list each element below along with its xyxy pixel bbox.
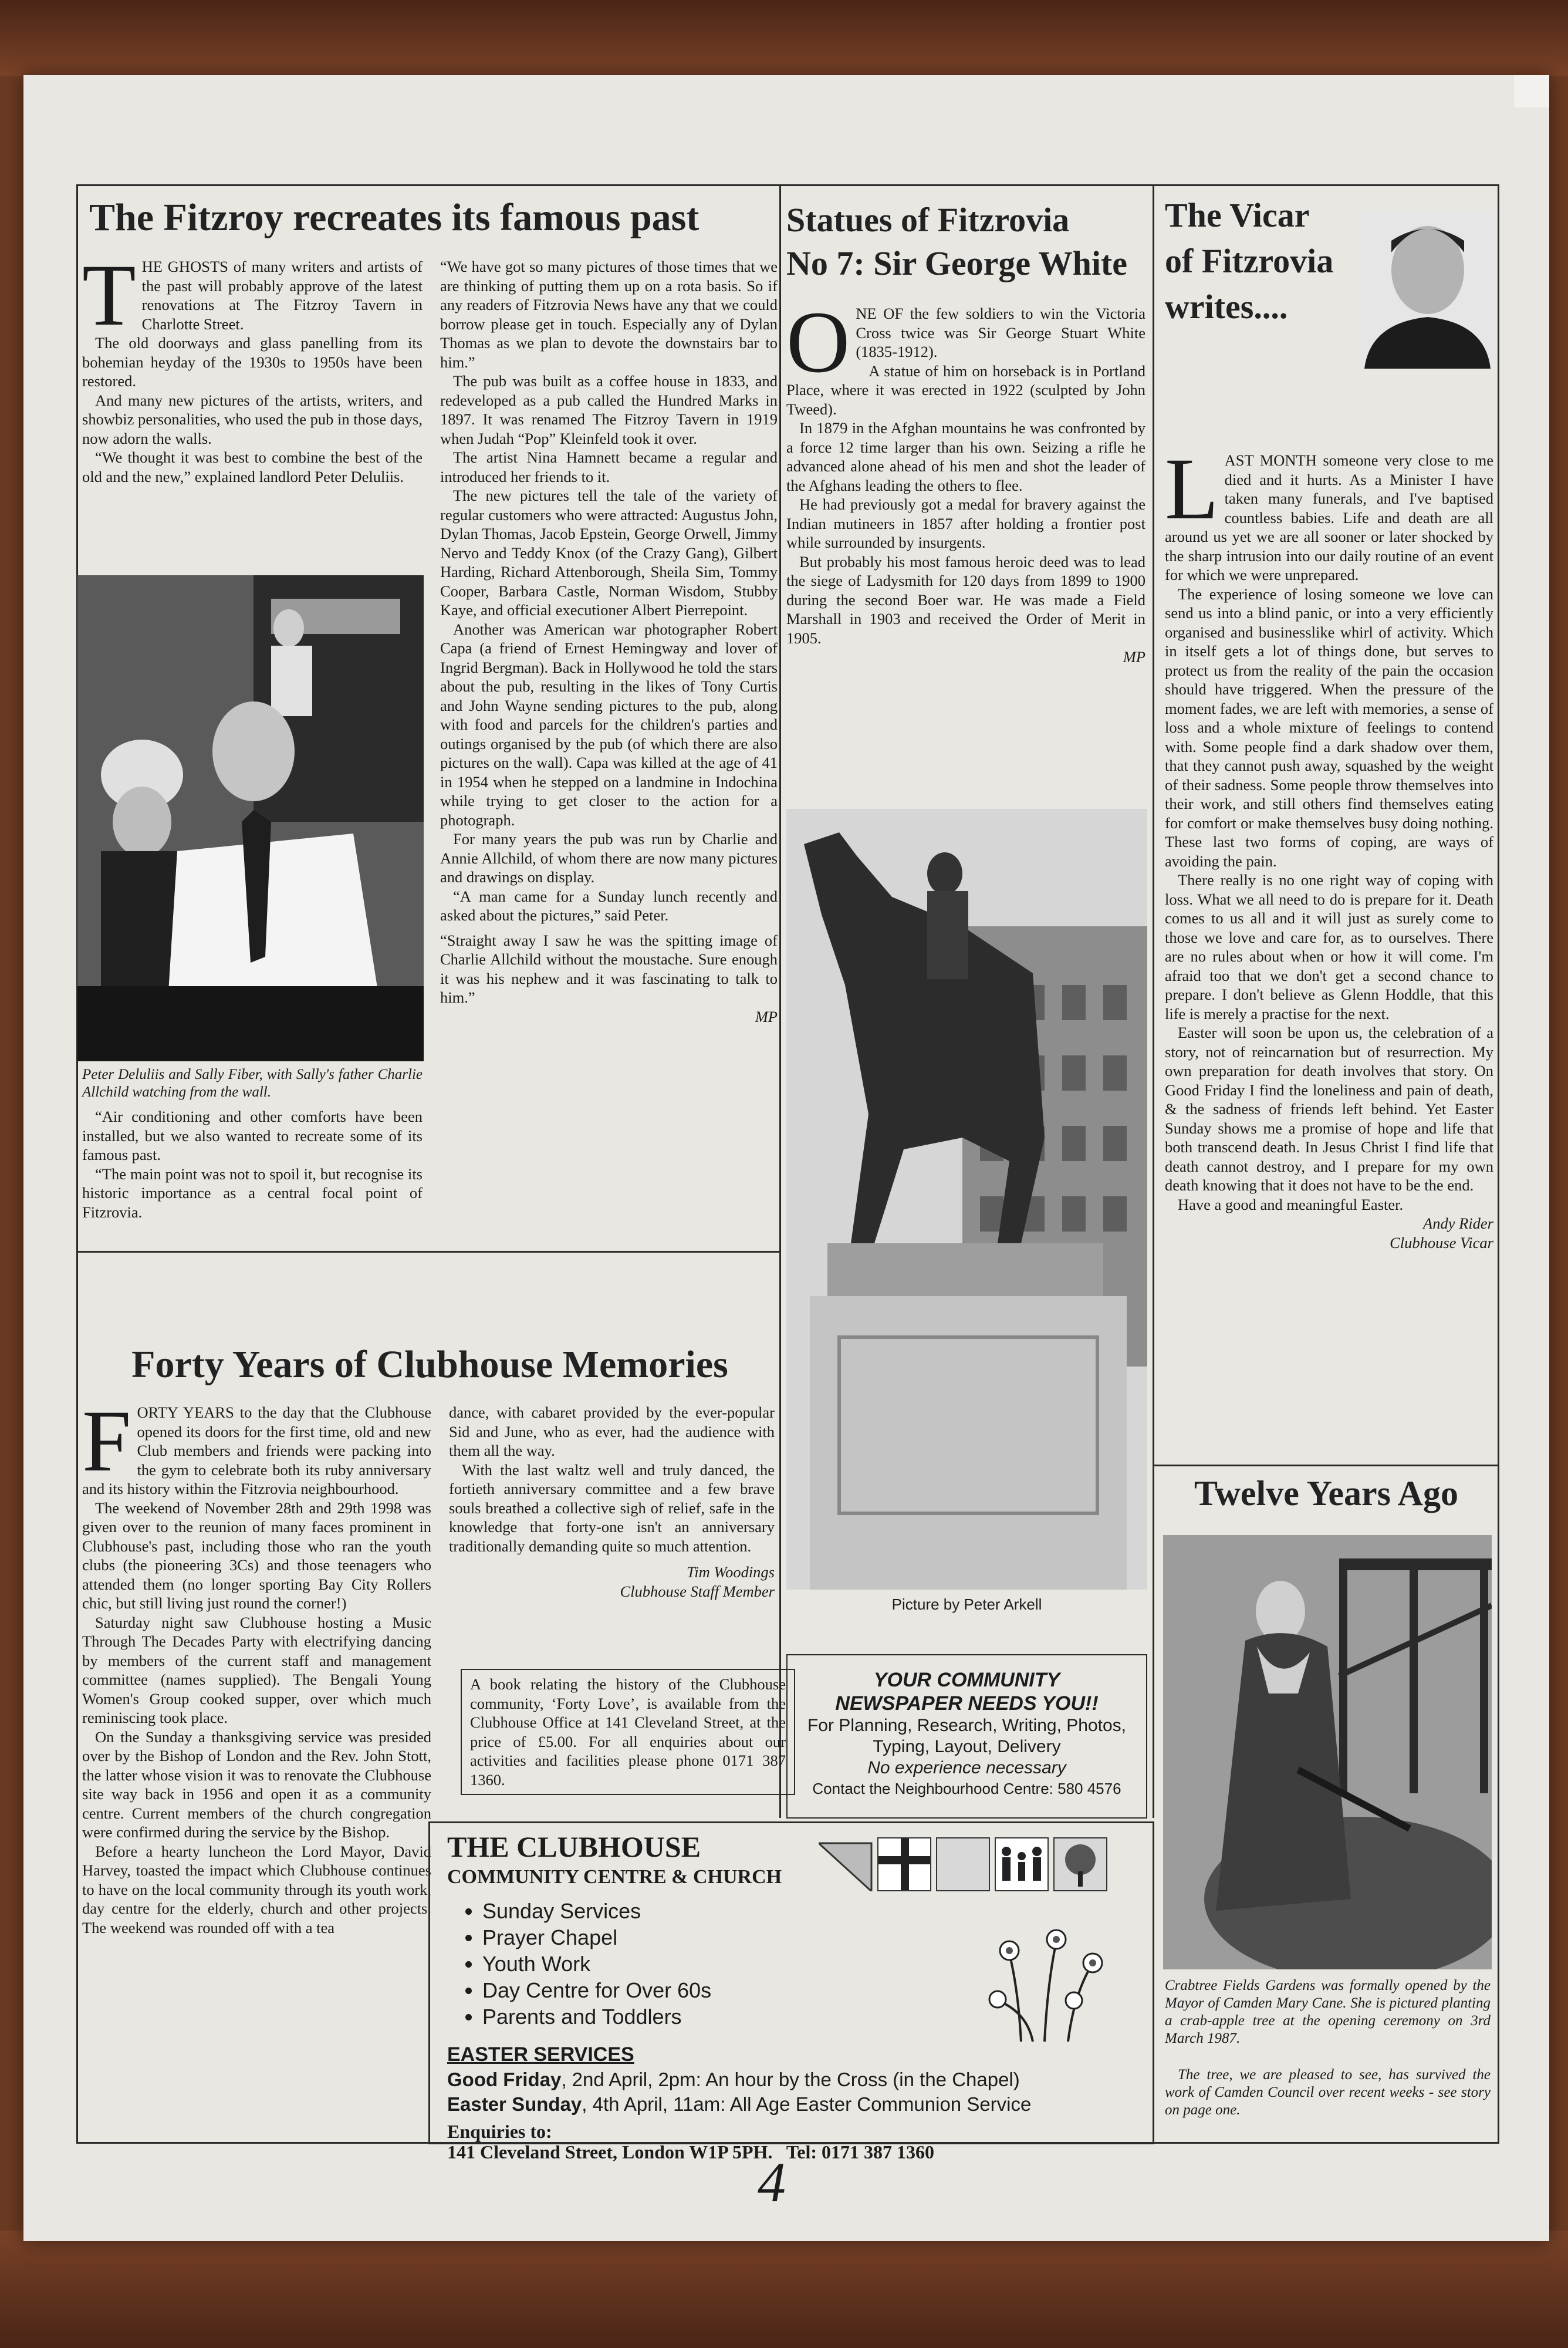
list-item: • Youth Work <box>482 1951 834 1977</box>
easter-services-heading: EASTER SERVICES <box>447 2043 634 2066</box>
community-ad-line-4: Contact the Neighbourhood Centre: 580 4576 <box>812 1780 1121 1797</box>
page-number: 4 <box>758 2151 786 2214</box>
forty-column-2 <box>449 1403 775 1601</box>
paragraph: “A man came for a Sunday lunch recently and asked about the pictures,” said Peter. <box>440 887 778 924</box>
paragraph: Have a good and meaningful Easter. <box>1178 1195 1404 1213</box>
fitzroy-photo <box>77 575 424 1061</box>
drop-cap: T <box>82 247 136 344</box>
paragraph: “Straight away I saw he was the spitting image of Charlie Allchild without the moustache. Sure enough it was his nephew and it was fascinating to talk to him.” <box>440 931 778 1006</box>
paragraph: Easter will soon be upon us, the celebration of a story, not of reincarnation but of resurrection. My own preparation for death involves that story. On Good Friday I find the loneliness and pain of death, & the sadness of friends left behind. Yet Easter Sunday shows me a promise of hope and life that both transcend death. In Jesus Christ I find life that death cannot destroy, and I prepare for my own death knowing that it does not have to be the end. <box>1165 1024 1493 1194</box>
fitzroy-column-1 <box>82 247 423 486</box>
paragraph: Another was American war photographer Robert Capa (a friend of Ernest Hemingway and lover of Ingrid Bergman). Back in Hollywood he told the stars about the pub, resulting in the likes of Tony Curtis and John Wayne sending pictures to the pub, along with food and parcels for the children's parties and outings organised by the pub (of which there are also pictures on the wall). Capa was killed at the age of 41 in 1954 when he stepped on a landmine in Indochina while trying to get closer to the action for a photograph. <box>440 620 778 829</box>
clubhouse-ad-title: THE CLUBHOUSE <box>447 1830 701 1863</box>
paragraph: On the Sunday a thanksgiving service was presided over by the Bishop of London and the Rev. John Stott, the latter whose vision it was to renovate the Clubhouse site way back in 1956 and open it as a community centre. Current members of the church congregation were confirmed during the service by the Bishop. <box>82 1728 431 1841</box>
twelve-caption-1: Crabtree Fields Gardens was formally opened by the Mayor of Camden Mary Cane. She is pictured planting a crab-apple tree at the opening ceremony on 3rd March 1987. <box>1165 1978 1491 2046</box>
community-ad-line-2: Typing, Layout, Delivery <box>873 1737 1061 1756</box>
community-ad-line-3: No experience necessary <box>867 1758 1066 1777</box>
paragraph: In 1879 in the Afghan mountains he was confronted by a force 12 time larger than his own. Seizing a rifle he advanced alone ahead of his men and shot the leader of the Afghans leading the others to flee. <box>786 419 1145 494</box>
good-friday-line: Good Friday, 2nd April, 2pm: An hour by the Cross (in the Chapel) <box>447 2069 1020 2090</box>
community-newspaper-ad <box>786 1654 1147 1819</box>
list-item: • Parents and Toddlers <box>482 2003 834 2030</box>
tree-icon <box>1053 1837 1107 1891</box>
paragraph: “We thought it was best to combine the best of the old and the new,” explained landlord Peter Deluliis. <box>82 448 423 485</box>
enquiries-label: Enquiries to: <box>447 2121 552 2142</box>
paragraph: With the last waltz well and truly danced, the fortieth anniversary committee and a few brave souls breathed a collective sigh of relief, safe in the knowledge that forty-one isn't an anniversary traditionally demanding quite so much attention. <box>449 1460 775 1555</box>
clubhouse-ad-subtitle: COMMUNITY CENTRE & CHURCH <box>447 1866 782 1888</box>
community-ad-title-2: NEWSPAPER NEEDS YOU!! <box>835 1692 1099 1715</box>
paragraph: A statue of him on horseback is in Portland Place, where it was erected in 1922 (sculpted by John Tweed). <box>786 362 1145 418</box>
paragraph: For many years the pub was run by Charlie and Annie Allchild, of whom there are now many pictures and drawings on display. <box>440 830 778 886</box>
table-background-top <box>0 0 1568 76</box>
newspaper-page <box>23 75 1549 2241</box>
list-item: • Sunday Services <box>482 1898 834 1924</box>
paragraph: The weekend of November 28th and 29th 1998 was given over to the reunion of many faces prominent in Clubhouse's past, including those who ran the youth clubs (the pioneering 3Cs) and those teenagers who attended them (no longer sporting Bay City Rollers chic, but still living just round the corner!) <box>82 1499 431 1612</box>
divider-vertical-right <box>1153 184 1154 1818</box>
handshake-icon <box>936 1837 990 1891</box>
clubhouse-icons <box>819 1837 1159 1896</box>
paragraph: Before a hearty luncheon the Lord Mayor, David Harvey, toasted the impact which Clubhouse continues to have on the local community through its youth work, day centre for the elderly, church and other projects. The weekend was rounded off with a tea <box>82 1842 431 1937</box>
clubhouse-services-list <box>447 1898 834 2030</box>
list-item: • Day Centre for Over 60s <box>482 1977 834 2003</box>
fitzroy-headline: The Fitzroy recreates its famous past <box>89 196 699 239</box>
paragraph: The experience of losing someone we love can send us into a blind panic, or into a very efficiently organised and businesslike whirl of activity. Which in itself gets a lot of things done, but serves to protect us from the reality of the pain the occasion should have triggered. When the pressure of the moment fades, we are left with memories, a sense of loss and a whole mixture of feelings to contend with. Some people find a dark shadow over them, that they cannot push away, squashed by the weight of their sadness. Some people throw themselves into their work, and still others find themselves eating for comfort or make themselves busy doing nothing. These last two forms of coping, are ways of avoiding the pain. <box>1165 585 1493 870</box>
fitzroy-byline: MP <box>755 1007 778 1025</box>
paragraph: There really is no one right way of coping with loss. What we all need to do is prepare for it. Death comes to us all and it will just as surely come to those we love and care for, as to ourselves. There are no rules about when or how it will come. I'm afraid too that we don't get a second chance to prepare. I don't believe as Glenn Hoddle, that this life is merely a practise for the next. <box>1165 871 1493 1023</box>
vicar-column <box>1165 440 1493 1252</box>
vicar-portrait <box>1359 211 1493 369</box>
fitzroy-photo-caption: Peter Deluliis and Sally Fiber, with Sally's father Charlie Allchild watching from the wall. <box>82 1067 423 1100</box>
cross-icon <box>877 1837 931 1891</box>
vicar-sign-name: Andy Rider <box>1423 1215 1493 1232</box>
divider-vertical-left <box>779 184 781 1818</box>
statue-photo <box>786 809 1147 1590</box>
clubhouse-address: 141 Cleveland Street, London W1P 5PH. Tel: 0171 387 1360 <box>447 2141 934 2163</box>
statues-headline: Statues of Fitzrovia No 7: Sir George White <box>786 201 1127 282</box>
paragraph: The pub was built as a coffee house in 1833, and redeveloped as a pub called the Hundred Marks in 1897. It was renamed The Fitzroy Tavern in 1919 when Judah “Pop” Kleinfeld took it over. <box>440 372 778 447</box>
paragraph: The old doorways and glass panelling from its bohemian heyday of the 1930s to 1950s have been restored. <box>82 334 423 390</box>
community-ad-title-1: YOUR COMMUNITY <box>873 1669 1060 1691</box>
fitzroy-column-2 <box>440 257 778 1026</box>
fitzroy-lead: THE GHOSTS of many writers and artists of the past will probably approve of the latest renovations at The Fitzroy Tavern in Charlotte Street. <box>82 247 423 344</box>
vicar-sign-title: Clubhouse Vicar <box>1390 1233 1493 1251</box>
table-background-bottom <box>0 2231 1568 2348</box>
statues-column <box>786 294 1145 667</box>
paragraph: “We have got so many pictures of those times that we are thinking of putting them up on a rota basis. So if any readers of Fitzrovia News have any that we could borrow please get in touch. Especially any of Dylan Thomas as we plan to devote the downstairs bar to him.” <box>440 258 778 371</box>
drop-cap: L <box>1165 440 1219 538</box>
ribbon-icon <box>819 1837 877 1891</box>
divider-horizontal-right <box>1154 1465 1499 1466</box>
paragraph: “Air conditioning and other comforts have been installed, but we also wanted to recreate some of its famous past. <box>82 1108 423 1163</box>
forty-sign-title: Clubhouse Staff Member <box>620 1582 775 1600</box>
vicar-lead: LAST MONTH someone very close to me died and it hurts. As a Minister I have taken many funerals, and I've baptised countless babies. Life and death are all around us yet we are all sooner or later shocked by the sharp intrusion into our daily routine of an event for which we were unprepared. <box>1165 440 1493 583</box>
statues-byline: MP <box>1123 648 1145 666</box>
daffodils-illustration <box>986 1918 1115 2047</box>
forty-sign-name: Tim Woodings <box>687 1563 775 1581</box>
statue-photo-credit: Picture by Peter Arkell <box>891 1595 1042 1613</box>
paragraph: “The main point was not to spoil it, but recognise its historic importance as a central focal point of Fitzrovia. <box>82 1165 423 1221</box>
vicar-headline: The Vicar of Fitzrovia writes.... <box>1165 196 1334 326</box>
paragraph: dance, with cabaret provided by the ever-popular Sid and June, who as ever, had the audience with them all the way. <box>449 1404 775 1459</box>
drop-cap: O <box>786 294 850 391</box>
paper-corner <box>1514 75 1549 107</box>
twelve-caption-2: The tree, we are pleased to see, has survived the work of Camden Council over recent weeks - see story on page one. <box>1165 2067 1491 2118</box>
paragraph: He had previously got a medal for bravery against the Indian mutineers in 1857 after holding a frontier post while surrounded by insurgents. <box>786 495 1145 551</box>
paragraph: Saturday night saw Clubhouse hosting a Music Through The Decades Party with electrifying dancing by members of the current staff and management committee (names supplied). The Bengali Young Women's Group cooked supper, over which much reminiscing took place. <box>82 1613 431 1726</box>
statues-lead: ONE OF the few soldiers to win the Victoria Cross twice was Sir George Stuart White (1835-1912). <box>786 294 1145 391</box>
family-icon <box>995 1837 1049 1891</box>
paragraph: The new pictures tell the tale of the variety of regular customers who were attracted: Augustus John, Dylan Thomas, Jacob Epstein, George Orwell, Jimmy Nervo and Teddy Knox (of the Crazy Gang), Gilbert Harding, Richard Attenborough, Sheila Sim, Tommy Cooper, Barbara Castle, Norman Wisdom, Stubby Kaye, and official executioner Albert Pierrepoint. <box>440 487 778 619</box>
forty-column-1 <box>82 1403 431 2137</box>
list-item: • Prayer Chapel <box>482 1924 834 1951</box>
community-ad-line-1: For Planning, Research, Writing, Photos, <box>807 1716 1127 1735</box>
mayor-planting-photo <box>1163 1535 1492 1969</box>
forty-lead: FORTY YEARS to the day that the Clubhouse opened its doors for the first time, old and new Club members and friends were packing into the gym to celebrate both its ruby anniversary and its history within the Fitzrovia neighbourhood. <box>82 1403 431 1497</box>
forty-book-box: A book relating the history of the Clubhouse community, ‘Forty Love’, is available from the Clubhouse Office at 141 Cleveland Street, at the price of £5.00. For all enquiries about our activities and facilities please phone 0171 387 1360. <box>461 1669 795 1795</box>
twelve-headline: Twelve Years Ago <box>1194 1474 1458 1513</box>
forty-headline: Forty Years of Clubhouse Memories <box>131 1343 728 1386</box>
paragraph: And many new pictures of the artists, writers, and showbiz personalities, who used the pub in those days, now adorn the walls. <box>82 391 423 447</box>
paragraph: But probably his most famous heroic deed was to lead the siege of Ladysmith for 120 days from 1899 to 1900 during the second Boer war. He was made a Field Marshall in 1903 and received the Order of Merit in 1905. <box>786 552 1145 647</box>
divider-horizontal-left <box>76 1251 780 1253</box>
easter-sunday-line: Easter Sunday, 4th April, 11am: All Age Easter Communion Service <box>447 2093 1032 2115</box>
fitzroy-column-1-continued <box>82 1107 423 1222</box>
paragraph: The artist Nina Hamnett became a regular and introduced her friends to it. <box>440 448 778 485</box>
drop-cap: F <box>82 1403 131 1490</box>
